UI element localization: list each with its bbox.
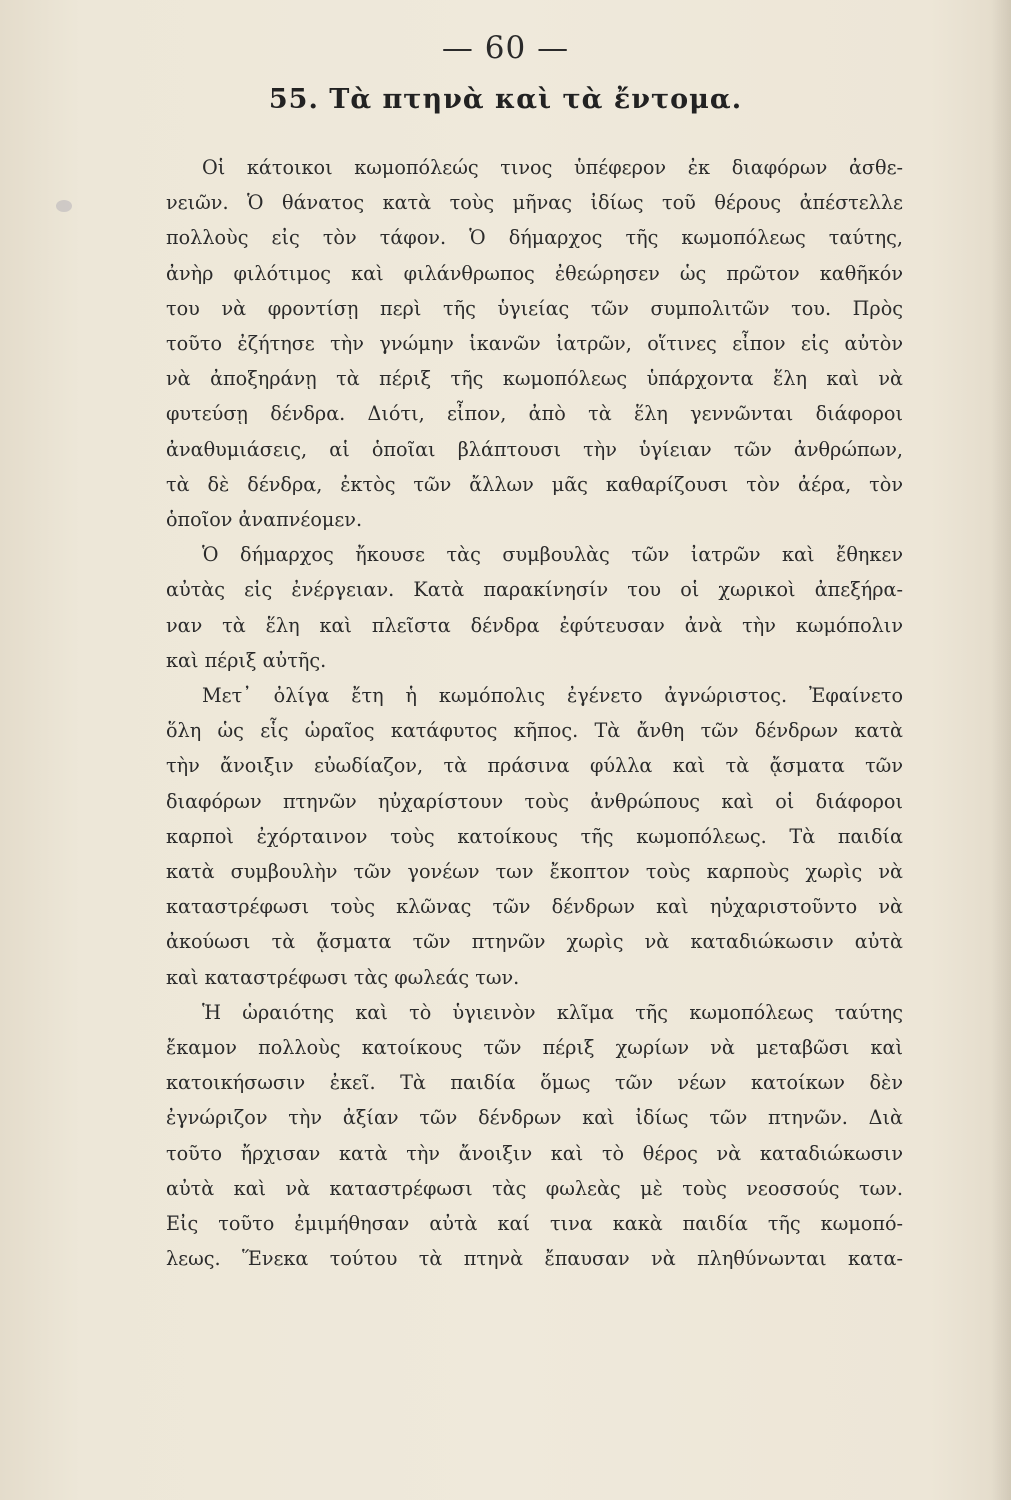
paragraph-2 xyxy=(166,537,903,678)
text-line: λεως. Ἕνεκα τούτου τὰ πτηνὰ ἔπαυσαν νὰ πληθύνωνται κατα- xyxy=(166,1247,903,1271)
text-line: καὶ πέριξ αὐτῆς. xyxy=(166,648,327,672)
text-line: ὅλη ὡς εἷς ὡραῖος κατάφυτος κῆπος. Τὰ ἄνθη τῶν δένδρων κατὰ xyxy=(166,719,903,743)
page-edge-shadow xyxy=(991,0,1011,1500)
ink-smudge xyxy=(56,200,72,212)
text-line: τοῦτο ἐζήτησε τὴν γνώμην ἱκανῶν ἰατρῶν, οἵτινες εἶπον εἰς αὐτὸν xyxy=(166,332,903,356)
text-line: νειῶν. Ὁ θάνατος κατὰ τοὺς μῆνας ἰδίως τοῦ θέρους ἀπέστελλε xyxy=(166,191,903,215)
text-line: ἔκαμον πολλοὺς κατοίκους τῶν πέριξ χωρίων νὰ μεταβῶσι καὶ xyxy=(166,1036,903,1060)
chapter-title: 55. Τὰ πτηνὰ καὶ τὰ ἔντομα. xyxy=(268,84,743,115)
text-line: τοῦτο ἤρχισαν κατὰ τὴν ἄνοιξιν καὶ τὸ θέρος νὰ καταδιώκωσιν xyxy=(166,1141,903,1165)
text-line: τὰ δὲ δένδρα, ἐκτὸς τῶν ἄλλων μᾶς καθαρίζουσι τὸν ἀέρα, τὸν xyxy=(166,472,903,496)
text-line: Ἡ ὡραιότης καὶ τὸ ὑγιεινὸν κλῖμα τῆς κωμοπόλεως ταύτης xyxy=(202,1000,903,1024)
page-number: — 60 — xyxy=(441,30,570,66)
text-line: Μετ᾽ ὀλίγα ἔτη ἡ κωμόπολις ἐγένετο ἀγνώριστος. Ἐφαίνετο xyxy=(202,684,903,708)
text-line: ναν τὰ ἕλη καὶ πλεῖστα δένδρα ἐφύτευσαν ἀνὰ τὴν κωμόπολιν xyxy=(166,613,903,637)
text-line: διαφόρων πτηνῶν ηὐχαρίστουν τοὺς ἀνθρώπους καὶ οἱ διάφοροι xyxy=(166,789,903,813)
paragraph-1 xyxy=(166,150,903,537)
text-line: καὶ καταστρέφωσι τὰς φωλεάς των. xyxy=(166,965,520,989)
text-line: ἀνὴρ φιλότιμος καὶ φιλάνθρωπος ἐθεώρησεν ὡς πρῶτον καθῆκόν xyxy=(166,261,903,285)
body-text xyxy=(166,150,903,1277)
text-line: του νὰ φροντίσῃ περὶ τῆς ὑγιείας τῶν συμπολιτῶν του. Πρὸς xyxy=(166,296,903,320)
text-line: ἀκούωσι τὰ ᾄσματα τῶν πτηνῶν χωρὶς νὰ καταδιώκωσιν αὐτὰ xyxy=(166,930,903,954)
paragraph-3 xyxy=(166,678,903,995)
text-line: αὐτὰς εἰς ἐνέργειαν. Κατὰ παρακίνησίν του οἱ χωρικοὶ ἀπεξήρα- xyxy=(166,578,903,602)
text-line: Οἱ κάτοικοι κωμοπόλεώς τινος ὑπέφερον ἐκ διαφόρων ἀσθε- xyxy=(202,156,903,179)
text-line: αὐτὰ καὶ νὰ καταστρέφωσι τὰς φωλεὰς μὲ τοὺς νεοσσούς των. xyxy=(166,1176,903,1200)
text-line: πολλοὺς εἰς τὸν τάφον. Ὁ δήμαρχος τῆς κωμοπόλεως ταύτης, xyxy=(166,226,903,250)
text-line: καταστρέφωσι τοὺς κλῶνας τῶν δένδρων καὶ ηὐχαριστοῦντο νὰ xyxy=(166,895,903,919)
text-line: Εἰς τοῦτο ἐμιμήθησαν αὐτὰ καί τινα κακὰ παιδία τῆς κωμοπό- xyxy=(166,1212,903,1236)
text-line: κατὰ συμβουλὴν τῶν γονέων των ἔκοπτον τοὺς καρποὺς χωρὶς νὰ xyxy=(166,860,903,884)
paragraph-4 xyxy=(166,995,903,1277)
text-line: νὰ ἀποξηράνῃ τὰ πέριξ τῆς κωμοπόλεως ὑπάρχοντα ἕλη καὶ νὰ xyxy=(166,367,903,391)
text-line: κατοικήσωσιν ἐκεῖ. Τὰ παιδία ὅμως τῶν νέων κατοίκων δὲν xyxy=(166,1071,903,1095)
text-line: ἀναθυμιάσεις, αἱ ὁποῖαι βλάπτουσι τὴν ὑγίειαν τῶν ἀνθρώπων, xyxy=(166,437,903,461)
text-line: Ὁ δήμαρχος ἤκουσε τὰς συμβουλὰς τῶν ἰατρῶν καὶ ἔθηκεν xyxy=(202,543,903,567)
text-line: φυτεύσῃ δένδρα. Διότι, εἶπον, ἀπὸ τὰ ἕλη γεννῶνται διάφοροι xyxy=(166,402,903,426)
text-line: τὴν ἄνοιξιν εὐωδίαζον, τὰ πράσινα φύλλα καὶ τὰ ᾄσματα τῶν xyxy=(166,754,903,778)
text-line: ὁποῖον ἀναπνέομεν. xyxy=(166,508,363,532)
text-line: καρποὶ ἐχόρταινον τοὺς κατοίκους τῆς κωμοπόλεως. Τὰ παιδία xyxy=(166,824,903,848)
text-line: ἐγνώριζον τὴν ἀξίαν τῶν δένδρων καὶ ἰδίως τῶν πτηνῶν. Διὰ xyxy=(166,1106,903,1130)
